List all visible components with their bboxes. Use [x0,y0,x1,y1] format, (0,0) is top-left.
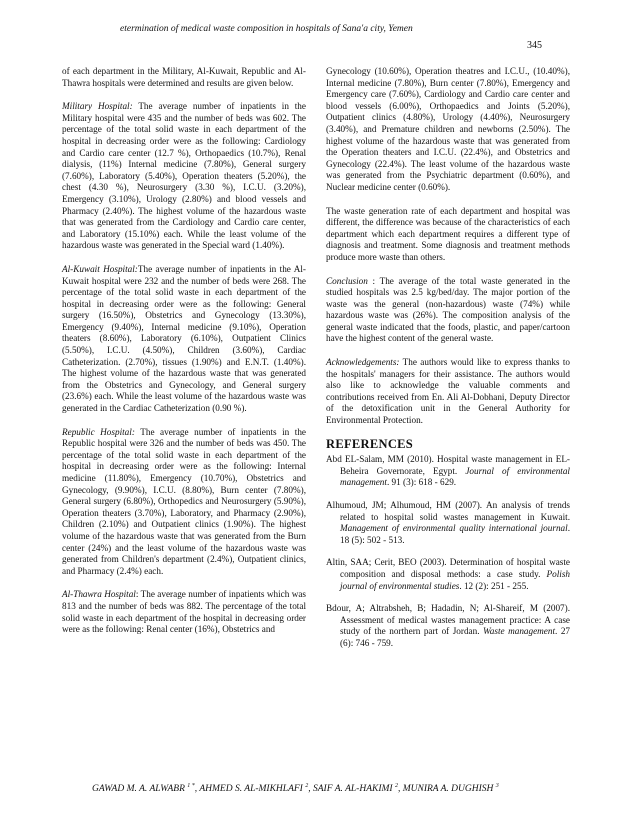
reference-details: . 18 (5): 502 - 513. [340,523,570,545]
author-3-affiliation: 2 [394,783,398,789]
reference-journal: Management of environmental quality international journal [340,523,568,534]
right-column [326,66,570,661]
author-1-affiliation: 1 * [187,783,195,789]
author-2-affiliation: 2 [305,783,309,789]
reference-item [326,603,570,649]
reference-text: Abd EL-Salam, MM (2010). Hospital waste management in EL-Beheira Governorate, Egypt. [326,454,570,476]
left-column [62,66,306,648]
conclusion-lead: Conclusion [326,275,368,286]
acknowledgements-lead: Acknowledgements: [326,357,400,368]
references-heading: REFERENCES [326,436,414,451]
author-4: , MUNIRA A. DUGHISH [397,784,496,795]
thawra-paragraph [62,589,306,635]
author-1: GAWAD M. A. ALWABR [92,784,188,795]
kuwait-lead: Al-Kuwait Hospital: [62,263,138,274]
reference-details: . 27 (6): 746 - 759. [340,626,571,648]
reference-details: . 91 (3): 618 - 629. [386,477,457,488]
author-4-affiliation: 3 [495,783,499,789]
thawra-body: : The average number of inpatients which was 813 and the number of beds was 882. The percentage of the total solid waste in each department of the hospital in decreasing order were as the following: Renal center (16%), Obstetrics and [62,589,306,635]
reference-item [326,454,570,489]
acknowledgements-paragraph [326,357,570,427]
conclusion-body: : The average of the total waste generated in the studied hospitals was 2.5 kg/bed/day. The major portion of the waste was the general (non-hazardous) waste (74%) while hazardous waste was (26%). The composition analysis of the general waste indicated that the foods, plastic, and paper/cartoon have the highest content of the general waste. [326,275,570,344]
reference-text: Altin, SAA; Cerit, BEO (2003). Determination of hospital waste composition and disposal methods: a case study. [326,557,570,579]
kuwait-paragraph [62,264,306,415]
continuation-paragraph: Gynecology (10.60%), Operation theatres and I.C.U., (10.40%), Internal medicine (7.80%), Burn center (7.80%), Emergency and Emergency care (7.60%), Cardiology and Cardio care center and blood vessels (6.00%), Orthopaedics and Joints (5.20%), Outpatient clinics (4.80%), Urology (4.40%), Neurosurgery (3.40%), and Premature children and newborns (2.50%). The highest volume of the hazardous waste that was generated from the Operation theaters and I.C.U. (22.4%), and Obstetrics and Gynecology (22.4%). The least volume of the hazardous waste was generated from the Psychiatric department (0.60%), and Nuclear medicine center (0.60%). [326,66,570,192]
intro-paragraph: of each department in the Military, Al-Kuwait, Republic and Al-Thawra hospitals were determined and results are given below. [62,66,306,88]
reference-item [326,557,570,592]
reference-text: Bdour, A; Altrabsheh, B; Hadadin, N; Al-Shareif, M (2007). Assessment of medical wastes management practice: A case study of the northern part of Jordan. [326,603,570,637]
military-body: The average number of inpatients in the Military hospital were 435 and the number of beds was 602. The percentage of the total solid waste in each department of the hospital in decreasing order were as the following: Cardiology and Cardio care center (12.7 %), Orthopaedics (10.7%), Renal dialysis, (11%) Internal medicine (7.80%), General surgery (7.60%), Laboratory (5.40%), Operation theaters (5.20%), the chest (4.30 %), Neurosurgery (3.30 %), I.C.U. (3.20%), Emergency (3.10%), Urology (2.80%) and blood vessels and Pharmacy (2.40%). The highest volume of the hazardous waste that was generated from the Cardiology and Cardio care center, and Laboratory (15.10%) each. While the least volume of the hazardous waste was generated in the Special ward (1.40%). [62,101,306,251]
generation-rate-paragraph: The waste generation rate of each department and hospital was different, the difference was because of the characteristics of each department which each department requires a different type of diagnosis and treatment. Some diagnosis and treatment methods produce more waste than others. [326,205,570,262]
reference-details: . 12 (2): 251 - 255. [459,580,529,591]
military-lead: Military Hospital: [62,101,133,112]
running-header: etermination of medical waste composition in hospitals of Sana'a city, Yemen [120,24,413,34]
author-2: , AHMED S. AL-MIKHLAFI [194,784,306,795]
republic-paragraph [62,427,306,578]
military-paragraph [62,101,306,252]
reference-item [326,500,570,546]
reference-journal: Polish journal of environmental studies [340,568,570,591]
republic-body: The average number of inpatients in the Republic hospital were 326 and the number of beds was 450. The percentage of the total solid waste in each department of the hospital in decreasing order were as the following: Internal medicine (11.80%), Emergency (10.70%), Obstetrics and Gynecology, (9.90%), I.C.U. (8.80%), Burn center (7.80%), General surgery (6.80%), Orthopedics and Neurosurgery (5.90%), Operation theaters (3.70%), Laboratory, and Pharmacy (2.90%), Children (2.10%) and Outpatient clinics (1.90%). The highest volume of the hazardous waste that was generated from the Burn center (24%) and the least volume of the hazardous waste was generated from Children's department (2.4%), Outpatient clinics, and Pharmacy (2.4%) each. [62,426,306,576]
page-number: 345 [527,40,542,51]
reference-text: Alhumoud, JM; Alhumoud, HM (2007). An analysis of trends related to hospital solid wastes management in Kuwait. [326,500,570,522]
kuwait-body: The average number of inpatients in the Al-Kuwait hospital were 232 and the number of beds were 268. The percentage of the total solid waste in each department of the hospital in decreasing order were as the following: General surgery (16.50%), Obstetrics and Gynecology (13.30%), Emergency (9.40%), Internal medicine (9.10%), Operation theaters (8.60%), Laboratory (6.10%), Outpatient Clinics (5.50%), I.C.U. (4.50%), Children (3.60%), Cardiac Catheterization. (2.70%), tissues (1.90%) and E.N.T. (1.40%). The highest volume of the hazardous waste that was generated from the Obstetrics and Gynecology, and General surgery (23.6%) each. While the least volume of the hazardous waste was generated in the Cardiac Catheterization (0.90 %). [62,263,306,414]
conclusion-paragraph [326,276,570,346]
acknowledgements-body: The authors would like to express thanks to the hospitals' managers for their assistance. The authors would also like to acknowledge the valuable comments and contributions received from En. Ali Al-Dobhani, Deputy Director of the detoxification unit in the General Authority for Environmental Protection. [326,357,570,426]
thawra-lead: Al-Thawra Hospital [62,589,136,600]
republic-lead: Republic Hospital: [62,426,135,437]
author-3: , SAIF A. AL-HAKIMI [308,784,395,795]
author-footer [92,783,562,794]
reference-journal: Waste management [483,626,556,637]
reference-journal: Journal of environmental management [340,465,570,488]
